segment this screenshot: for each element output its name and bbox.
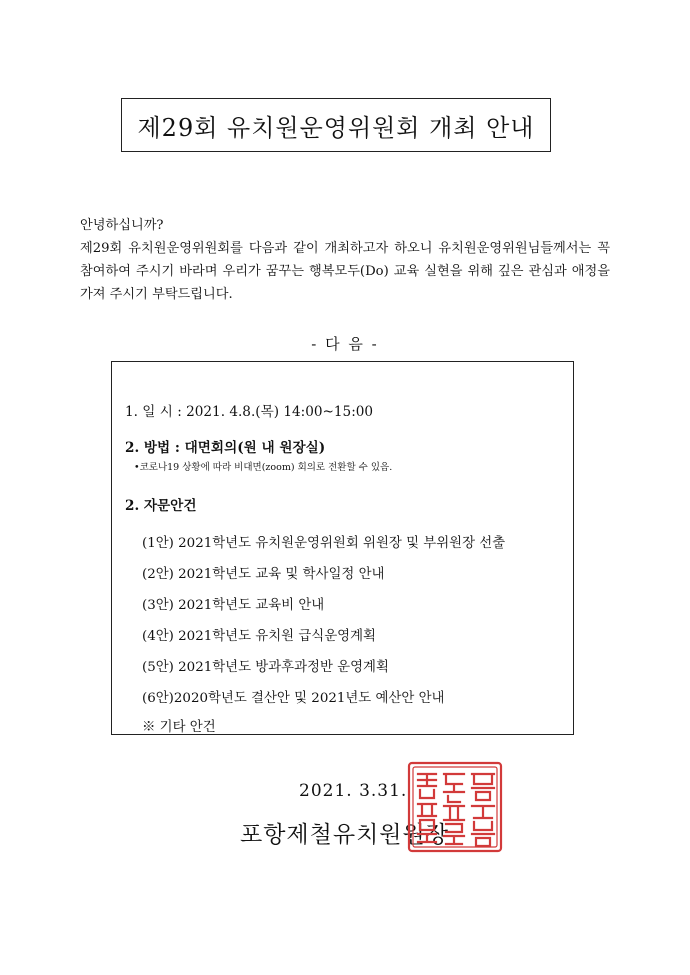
document-date: 2021. 3.31.: [299, 781, 408, 801]
agenda-item: (4안) 2021학년도 유치원 급식운영계획: [142, 629, 376, 644]
signer-name: 포항제철유치원원장: [240, 822, 449, 848]
section-heading: - 다 음 -: [311, 335, 379, 353]
agenda-item-other: ※ 기타 안건: [142, 720, 216, 735]
agenda-heading: 2. 자문안건: [125, 498, 197, 514]
document-title: 제29회 유치원운영위원회 개최 안내: [137, 113, 535, 142]
intro-body: 제29회 유치원운영위원회를 다음과 같이 개최하고자 하오니 유치원운영위원님들께서는 꼭 참여하여 주시기 바라며 우리가 꿈꾸는 행복모두(Do) 교육 실현을 위해 깊은 관심과 애정을 가져 주시기 부탁드립니다.: [80, 241, 610, 302]
agenda-item: (2안) 2021학년도 교육 및 학사일정 안내: [142, 567, 385, 582]
intro-section: [80, 214, 610, 306]
agenda-item: (1안) 2021학년도 유치원운영위원회 위원장 및 부위원장 선출: [142, 536, 506, 551]
method-note: •코로나19 상황에 따라 비대면(zoom) 회의로 전환할 수 있음.: [134, 462, 393, 473]
greeting-text: 안녕하십니까?: [80, 218, 164, 233]
agenda-item: (5안) 2021학년도 방과후과정반 운영계획: [142, 660, 389, 675]
method-line: 2. 방법 : 대면회의(원 내 원장실): [125, 440, 326, 456]
details-box: [111, 361, 574, 735]
official-seal-icon: [406, 760, 504, 854]
agenda-item: (3안) 2021학년도 교육비 안내: [142, 598, 325, 613]
agenda-item: (6안)2020학년도 결산안 및 2021년도 예산안 안내: [142, 691, 445, 706]
datetime-line: 1. 일 시 : 2021. 4.8.(목) 14:00~15:00: [125, 404, 374, 420]
title-box: [121, 98, 551, 152]
